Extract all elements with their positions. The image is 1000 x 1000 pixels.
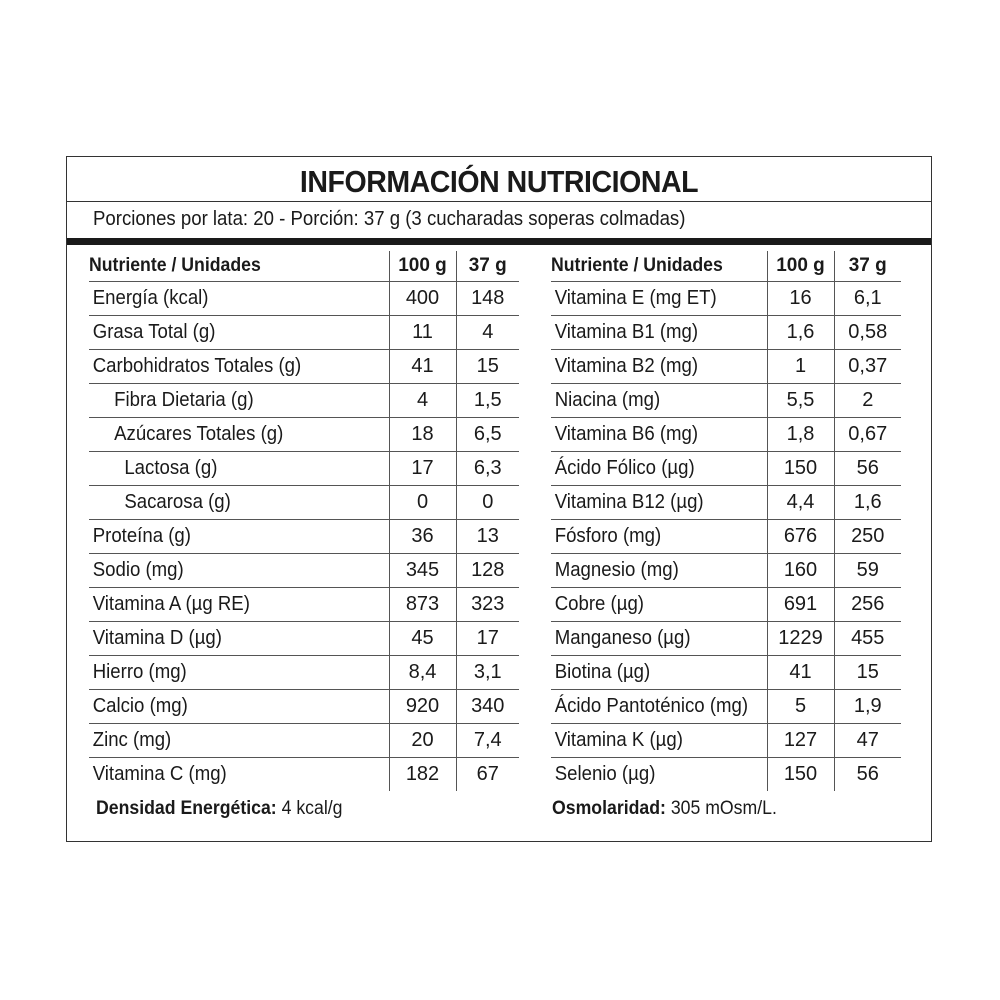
value-per-100g: 45: [389, 622, 456, 656]
table-row: [89, 486, 519, 520]
table-row: [551, 554, 901, 588]
table-row: [89, 350, 519, 384]
value-per-100g: 17: [389, 452, 456, 486]
serving-info: Porciones por lata: 20 - Porción: 37 g (3 cucharadas soperas colmadas): [93, 208, 686, 230]
nutrient-name: Vitamina K (µg): [554, 729, 683, 751]
nutrient-name: Grasa Total (g): [92, 321, 216, 343]
nutrient-name: Sodio (mg): [92, 559, 184, 581]
value-per-100g: 5,5: [767, 384, 834, 418]
value-per-100g: 1229: [767, 622, 834, 656]
value-per-100g: 41: [389, 350, 456, 384]
value-per-100g: 11: [389, 316, 456, 350]
nutrient-name: Fósforo (mg): [554, 525, 662, 547]
nutrient-table-right: [551, 251, 901, 791]
nutrient-name-cell: [89, 758, 389, 792]
table-row: [551, 452, 901, 486]
value-per-100g: 345: [389, 554, 456, 588]
table-row: [89, 622, 519, 656]
value-per-serving: 47: [834, 724, 901, 758]
nutrient-name: Vitamina D (µg): [92, 627, 222, 649]
value-per-serving: 1,5: [456, 384, 519, 418]
value-per-100g: 150: [767, 452, 834, 486]
table-row: [89, 588, 519, 622]
table-row: [89, 452, 519, 486]
value-per-100g: 676: [767, 520, 834, 554]
value-per-serving: 0,58: [834, 316, 901, 350]
value-per-100g: 5: [767, 690, 834, 724]
table-row: [551, 690, 901, 724]
nutrient-name-cell: [551, 316, 767, 350]
value-per-serving: 340: [456, 690, 519, 724]
osmolarity-label: Osmolaridad:: [552, 798, 666, 819]
thick-divider: [67, 238, 931, 245]
value-per-100g: 41: [767, 656, 834, 690]
value-per-serving: 6,5: [456, 418, 519, 452]
value-per-serving: 15: [834, 656, 901, 690]
value-per-100g: 8,4: [389, 656, 456, 690]
value-per-100g: 150: [767, 758, 834, 792]
header-per-serving: [456, 251, 519, 282]
table-row: [89, 656, 519, 690]
title-divider: [67, 201, 931, 202]
nutrient-name: Biotina (µg): [554, 661, 651, 683]
header-per-serving: [834, 251, 901, 282]
nutrient-name: Magnesio (mg): [554, 559, 679, 581]
energy-density-value: 4 kcal/g: [276, 798, 343, 819]
nutrient-name-cell: [551, 622, 767, 656]
nutrition-facts-panel: [66, 156, 932, 842]
value-per-serving: 323: [456, 588, 519, 622]
nutrient-name-cell: [89, 656, 389, 690]
nutrient-name: Vitamina B6 (mg): [554, 423, 699, 445]
value-per-serving: 17: [456, 622, 519, 656]
value-per-100g: 16: [767, 282, 834, 316]
header-label: Nutriente / Unidades: [89, 255, 261, 276]
header-label: Nutriente / Unidades: [551, 255, 723, 276]
nutrient-name: Vitamina A (µg RE): [92, 593, 250, 615]
value-per-serving: 6,1: [834, 282, 901, 316]
nutrient-name: Selenio (µg): [554, 763, 656, 785]
header-label: 37 g: [848, 255, 887, 276]
nutrient-name: Vitamina B1 (mg): [554, 321, 699, 343]
value-per-serving: 0,67: [834, 418, 901, 452]
header-label: 100 g: [776, 255, 825, 276]
panel-title: INFORMACIÓN NUTRICIONAL: [299, 164, 699, 199]
nutrient-name: Ácido Fólico (µg): [554, 457, 695, 479]
nutrient-name-cell: [89, 282, 389, 316]
table-row: [551, 656, 901, 690]
table-row: [551, 282, 901, 316]
nutrient-name-cell: [89, 554, 389, 588]
nutrient-name: Niacina (mg): [554, 389, 661, 411]
value-per-100g: 127: [767, 724, 834, 758]
value-per-serving: 0,37: [834, 350, 901, 384]
nutrient-name: Azúcares Totales (g): [114, 423, 284, 445]
value-per-serving: 15: [456, 350, 519, 384]
table-row: [89, 418, 519, 452]
nutrient-name-cell: [89, 418, 389, 452]
table-row: [551, 384, 901, 418]
table-header-row: [89, 251, 519, 282]
nutrient-name-cell: [551, 452, 767, 486]
table-row: [551, 350, 901, 384]
nutrient-name-cell: [89, 520, 389, 554]
table-row: [551, 588, 901, 622]
nutrient-name-cell: [89, 690, 389, 724]
table-row: [89, 690, 519, 724]
nutrient-name-cell: [551, 690, 767, 724]
header-per-100g: [389, 251, 456, 282]
nutrient-name: Lactosa (g): [124, 457, 218, 479]
osmolarity: [552, 797, 777, 821]
table-row: [551, 418, 901, 452]
nutrient-name-cell: [89, 622, 389, 656]
value-per-serving: 13: [456, 520, 519, 554]
nutrient-name: Cobre (µg): [554, 593, 644, 615]
value-per-serving: 455: [834, 622, 901, 656]
value-per-serving: 0: [456, 486, 519, 520]
value-per-100g: 18: [389, 418, 456, 452]
value-per-serving: 67: [456, 758, 519, 792]
nutrient-name-cell: [551, 384, 767, 418]
value-per-100g: 4,4: [767, 486, 834, 520]
nutrient-name-cell: [551, 418, 767, 452]
table-row: [89, 554, 519, 588]
table-row: [89, 316, 519, 350]
nutrient-name: Calcio (mg): [92, 695, 188, 717]
nutrient-name: Vitamina B12 (µg): [554, 491, 704, 513]
table-row: [89, 384, 519, 418]
nutrient-name-cell: [551, 520, 767, 554]
nutrient-name-cell: [89, 452, 389, 486]
nutrient-name: Fibra Dietaria (g): [114, 389, 254, 411]
value-per-100g: 1,8: [767, 418, 834, 452]
nutrient-name-cell: [89, 384, 389, 418]
nutrient-name-cell: [89, 316, 389, 350]
value-per-100g: 873: [389, 588, 456, 622]
nutrient-name: Proteína (g): [92, 525, 191, 547]
value-per-100g: 36: [389, 520, 456, 554]
nutrient-name: Hierro (mg): [92, 661, 187, 683]
nutrient-name-cell: [551, 350, 767, 384]
header-per-100g: [767, 251, 834, 282]
nutrient-name: Sacarosa (g): [124, 491, 231, 513]
table-row: [551, 486, 901, 520]
nutrient-name: Energía (kcal): [92, 287, 209, 309]
nutrient-name: Ácido Pantoténico (mg): [554, 695, 749, 717]
value-per-100g: 1,6: [767, 316, 834, 350]
value-per-serving: 1,6: [834, 486, 901, 520]
value-per-100g: 400: [389, 282, 456, 316]
nutrient-name-cell: [551, 724, 767, 758]
table-row: [89, 724, 519, 758]
nutrient-name-cell: [551, 758, 767, 792]
nutrient-name: Vitamina B2 (mg): [554, 355, 699, 377]
value-per-serving: 250: [834, 520, 901, 554]
value-per-100g: 920: [389, 690, 456, 724]
nutrient-name-cell: [551, 282, 767, 316]
nutrient-name-cell: [89, 350, 389, 384]
table-header-row: [551, 251, 901, 282]
nutrient-name-cell: [89, 724, 389, 758]
nutrient-name-cell: [89, 486, 389, 520]
value-per-serving: 56: [834, 452, 901, 486]
value-per-serving: 1,9: [834, 690, 901, 724]
nutrient-name: Zinc (mg): [92, 729, 172, 751]
value-per-serving: 128: [456, 554, 519, 588]
value-per-serving: 2: [834, 384, 901, 418]
value-per-100g: 1: [767, 350, 834, 384]
nutrient-name: Carbohidratos Totales (g): [92, 355, 302, 377]
value-per-100g: 4: [389, 384, 456, 418]
header-nutrient: [89, 251, 389, 282]
value-per-100g: 0: [389, 486, 456, 520]
nutrient-name-cell: [551, 656, 767, 690]
table-row: [551, 520, 901, 554]
value-per-serving: 148: [456, 282, 519, 316]
table-row: [551, 622, 901, 656]
value-per-100g: 691: [767, 588, 834, 622]
nutrient-name: Vitamina C (mg): [92, 763, 227, 785]
table-row: [89, 282, 519, 316]
nutrient-table-left: [89, 251, 519, 791]
value-per-100g: 160: [767, 554, 834, 588]
value-per-serving: 56: [834, 758, 901, 792]
header-label: 100 g: [398, 255, 447, 276]
header-nutrient: [551, 251, 767, 282]
nutrient-name: Manganeso (µg): [554, 627, 691, 649]
table-row: [551, 758, 901, 792]
table-row: [89, 520, 519, 554]
table-row: [551, 316, 901, 350]
value-per-serving: 256: [834, 588, 901, 622]
nutrient-name-cell: [551, 486, 767, 520]
value-per-serving: 59: [834, 554, 901, 588]
nutrient-name-cell: [89, 588, 389, 622]
value-per-serving: 3,1: [456, 656, 519, 690]
value-per-100g: 20: [389, 724, 456, 758]
header-label: 37 g: [468, 255, 507, 276]
energy-density-label: Densidad Energética:: [96, 798, 277, 819]
nutrient-name: Vitamina E (mg ET): [554, 287, 717, 309]
value-per-serving: 7,4: [456, 724, 519, 758]
nutrient-name-cell: [551, 588, 767, 622]
osmolarity-value: 305 mOsm/L.: [665, 798, 777, 819]
energy-density: [96, 797, 342, 821]
value-per-serving: 6,3: [456, 452, 519, 486]
table-row: [551, 724, 901, 758]
value-per-100g: 182: [389, 758, 456, 792]
nutrient-name-cell: [551, 554, 767, 588]
table-row: [89, 758, 519, 792]
value-per-serving: 4: [456, 316, 519, 350]
